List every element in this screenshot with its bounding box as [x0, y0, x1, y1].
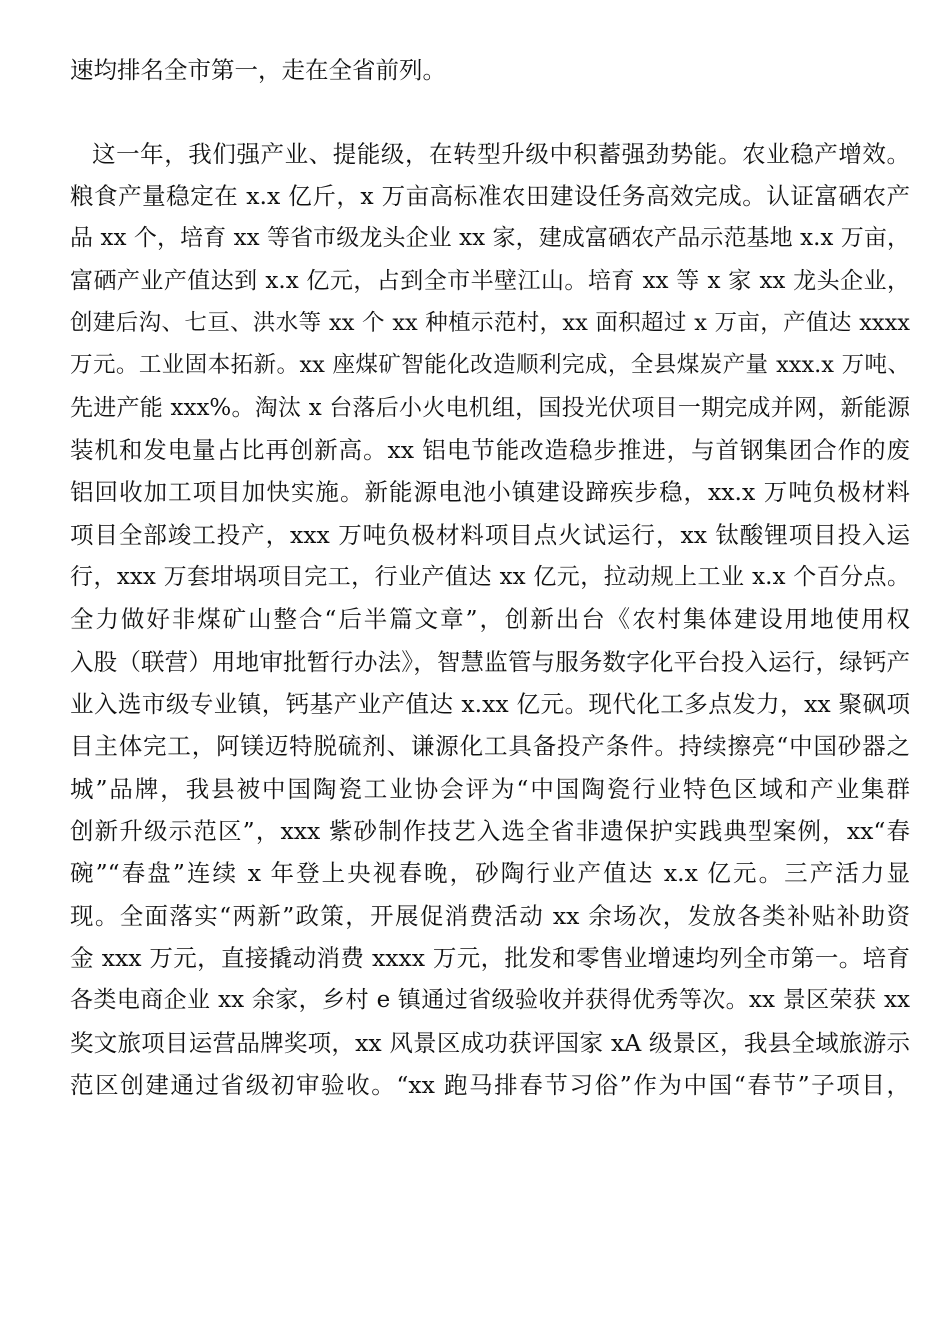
- text-line: 装机和发电量占比再创新高。xx 铝电节能改造稳步推进，与首钢集团合作的废: [70, 436, 910, 464]
- text-line: 富硒产业产值达到 x.x 亿元，占到全市半壁江山。培育 xx 等 x 家 xx 龙头企业，: [70, 268, 910, 294]
- text-line: 范区创建通过省级初审验收。“xx 跑马排春节习俗”作为中国“春节”子项目，: [70, 1071, 910, 1099]
- text-line: 品 xx 个，培育 xx 等省市级龙头企业 xx 家，建成富硒农产品示范基地 x.x 万亩，: [70, 225, 910, 251]
- text-line: 碗”“春盘”连续 x 年登上央视春晚，砂陶行业产值达 x.x 亿元。三产活力显: [70, 859, 910, 887]
- text-line: 各类电商企业 xx 余家，乡村 e 镇通过省级验收并获得优秀等次。xx 景区荣获 xx: [70, 987, 910, 1013]
- text-line: 万元。工业固本拓新。xx 座煤矿智能化改造顺利完成，全县煤炭产量 xxx.x 万吨、: [70, 352, 910, 378]
- text-line: 业入选市级专业镇，钙基产业产值达 x.xx 亿元。现代化工多点发力，xx 聚砜项: [70, 690, 910, 718]
- text-line: 现。全面落实“两新”政策，开展促消费活动 xx 余场次，发放各类补贴补助资: [70, 902, 910, 930]
- text-line: 城”品牌，我县被中国陶瓷工业协会评为“中国陶瓷行业特色区域和产业集群: [70, 775, 910, 803]
- text-line: 奖文旅项目运营品牌奖项，xx 风景区成功获评国家 xA 级景区，我县全域旅游示: [70, 1029, 910, 1057]
- text-line: 创建后沟、七亘、洪水等 xx 个 xx 种植示范村，xx 面积超过 x 万亩，产值达 xxxx: [70, 310, 910, 336]
- text-line: 铝回收加工项目加快实施。新能源电池小镇建设蹄疾步稳，xx.x 万吨负极材料: [70, 478, 910, 506]
- text-line: 项目全部竣工投产，xxx 万吨负极材料项目点火试运行，xx 钛酸锂项目投入运: [70, 521, 910, 549]
- text-line: 全力做好非煤矿山整合“后半篇文章”，创新出台《农村集体建设用地使用权: [70, 605, 910, 633]
- text-line: 创新升级示范区”，xxx 紫砂制作技艺入选全省非遗保护实践典型案例，xx“春: [70, 817, 910, 845]
- text-line: 金 xxx 万元，直接撬动消费 xxxx 万元，批发和零售业增速均列全市第一。培育: [70, 944, 910, 972]
- text-line: 先进产能 xxx%。淘汰 x 台落后小火电机组，国投光伏项目一期完成并网，新能源: [70, 395, 910, 421]
- text-line: 行，xxx 万套坩埚项目完工，行业产值达 xx 亿元，拉动规上工业 x.x 个百分点。: [70, 564, 910, 590]
- text-line: 粮食产量稳定在 x.x 亿斤，x 万亩高标准农田建设任务高效完成。认证富硒农产: [70, 182, 910, 210]
- text-line: 速均排名全市第一，走在全省前列。: [70, 56, 446, 84]
- text-line: 入股（联营）用地审批暂行办法》，智慧监管与服务数字化平台投入运行，绿钙产: [70, 648, 910, 676]
- text-line: 目主体完工，阿镁迈特脱硫剂、谦源化工具备投产条件。持续擦亮“中国砂器之: [70, 732, 910, 760]
- paragraph-first-line: 这一年，我们强产业、提能级，在转型升级中积蓄强劲势能。农业稳产增效。: [92, 140, 910, 168]
